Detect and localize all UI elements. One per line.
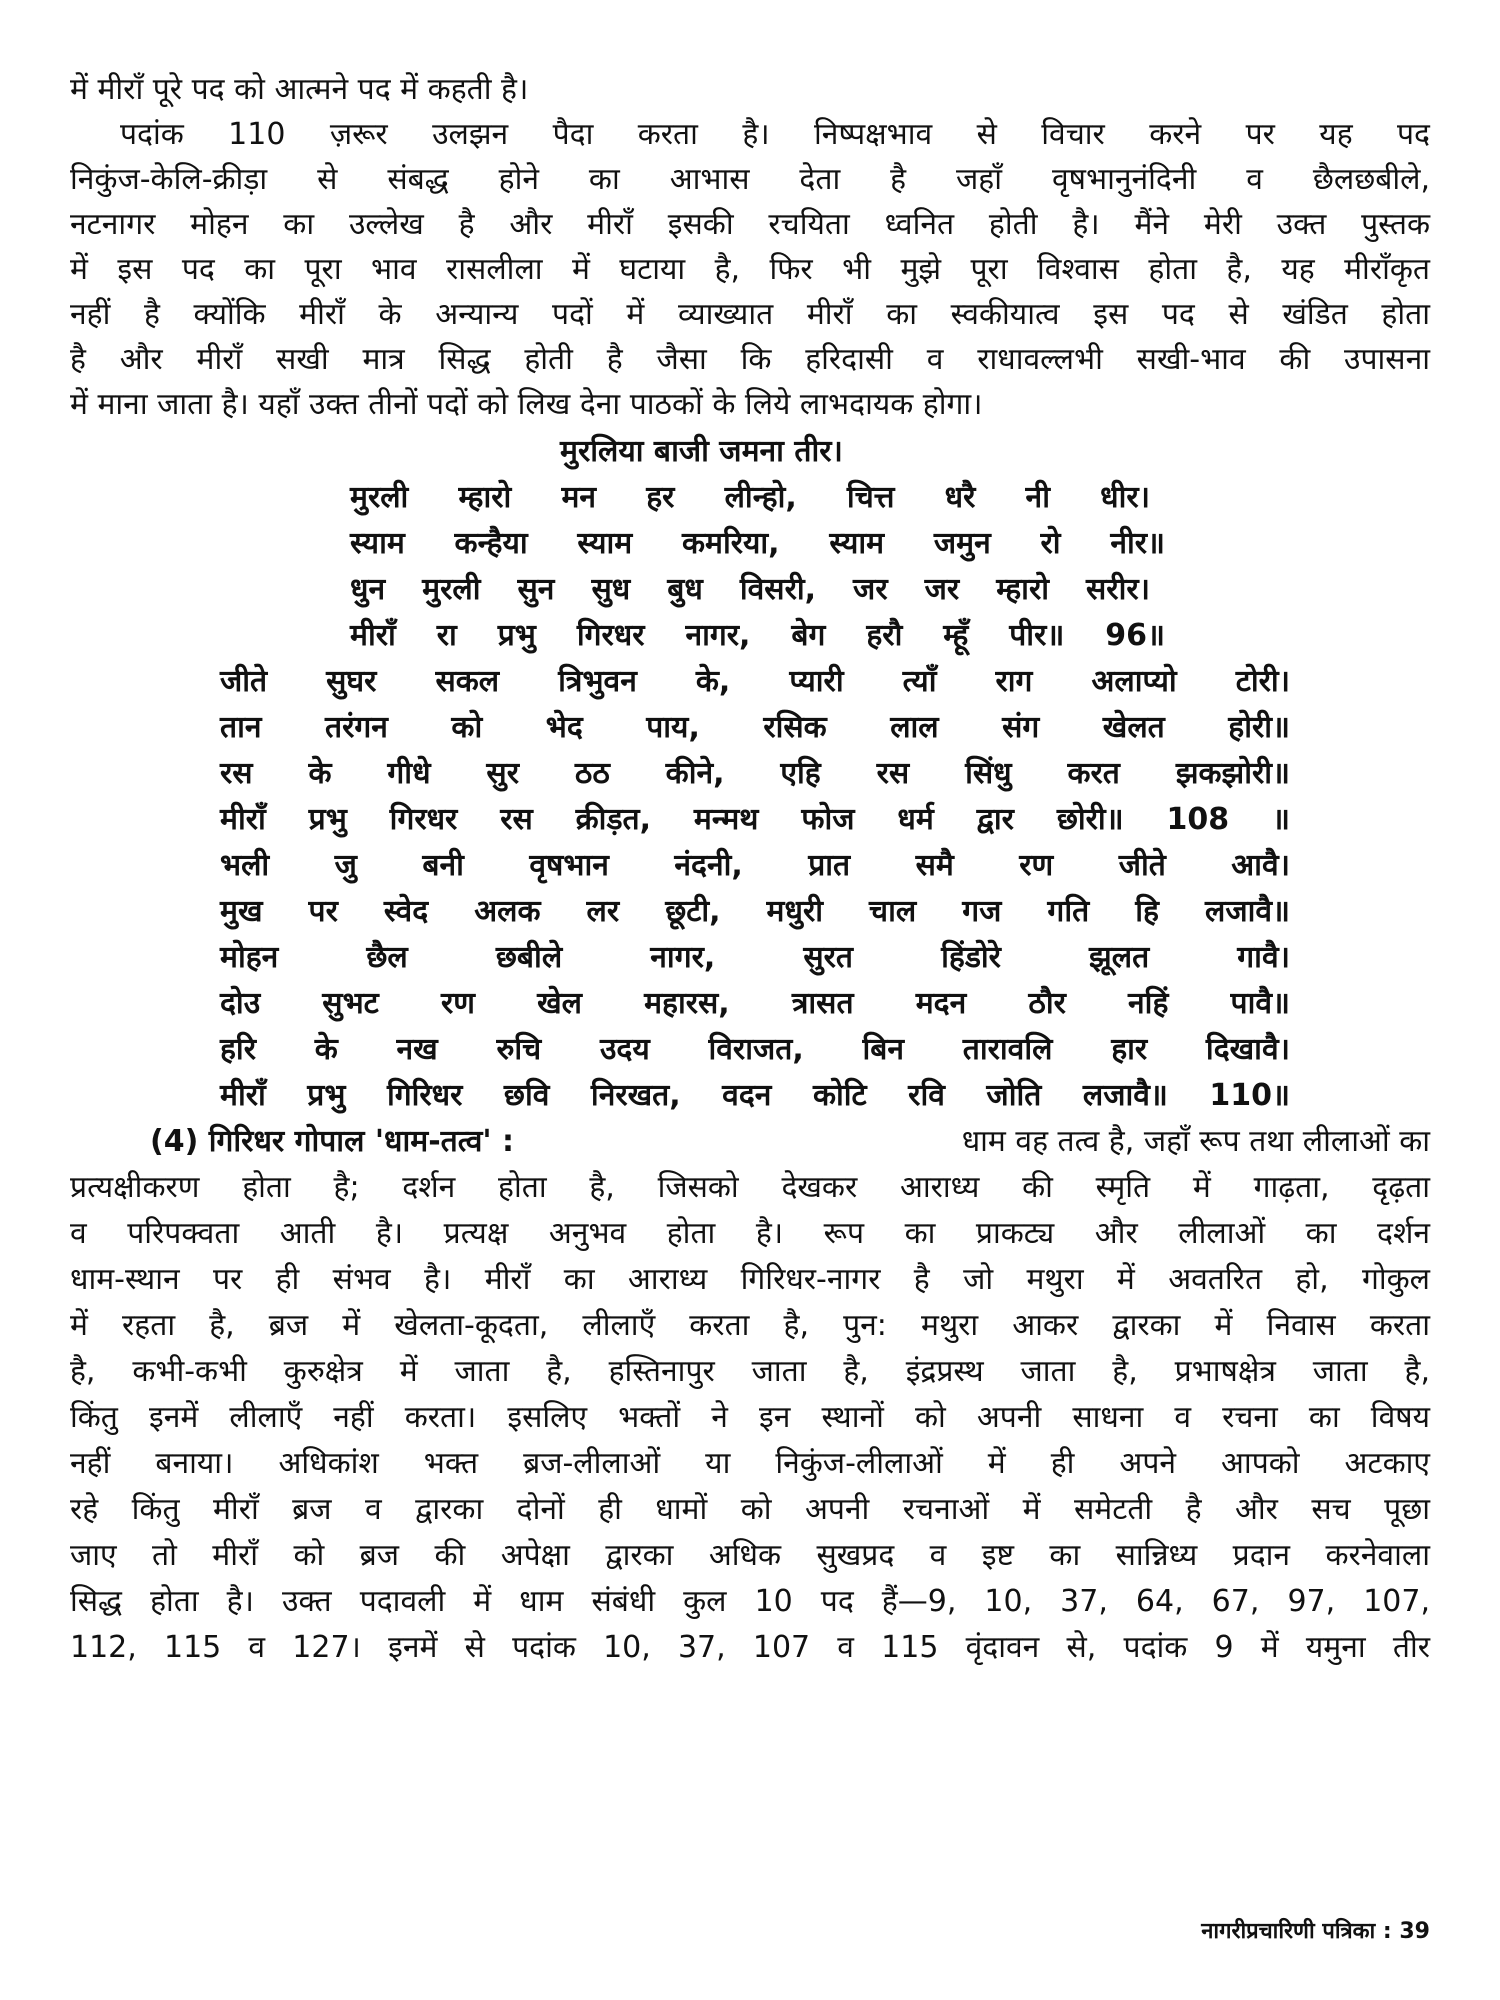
- section-line: में रहता है, ब्रज में खेलता-कूदता, लीलाएँ करता है, पुन: मथुरा आकर द्वारका में निवास करता: [70, 1308, 1430, 1343]
- para1-line: नहीं है क्योंकि मीराँ के अन्यान्य पदों में व्याख्यात मीराँ का स्वकीयात्व इस पद से खंडित होता: [70, 297, 1430, 332]
- poem96-line: मुरली म्हारो मन हर लीन्हो, चित्त धरै नी धीर।: [350, 480, 1150, 515]
- poem96-title: मुरलिया बाजी जमना तीर।: [560, 434, 843, 469]
- section-line: नहीं बनाया। अधिकांश भक्त ब्रज-लीलाओं या निकुंज-लीलाओं में ही अपने आपको अटकाए: [70, 1446, 1430, 1481]
- section-line: किंतु इनमें लीलाएँ नहीं करता। इसलिए भक्तों ने इन स्थानों को अपनी साधना व रचना का विषय: [70, 1400, 1430, 1435]
- poem96-line: स्याम कन्हैया स्याम कमरिया, स्याम जमुन रो नीर॥: [350, 526, 1165, 561]
- poem96-line: मीराँ रा प्रभु गिरधर नागर, बेग हरौ म्हूँ पीर॥ 96॥: [350, 618, 1165, 653]
- section-line: सिद्ध होता है। उक्त पदावली में धाम संबंधी कुल 10 पद हैं—9, 10, 37, 64, 67, 97, 107,: [70, 1584, 1430, 1619]
- para1-line: में इस पद का पूरा भाव रासलीला में घटाया है, फिर भी मुझे पूरा विश्वास होता है, यह मीराँकृत: [70, 252, 1430, 287]
- section-line: व परिपक्वता आती है। प्रत्यक्ष अनुभव होता है। रूप का प्राकट्य और लीलाओं का दर्शन: [70, 1216, 1430, 1251]
- para1-line: नटनागर मोहन का उल्लेख है और मीराँ इसकी रचयिता ध्वनित होती है। मैंने मेरी उक्त पुस्तक: [70, 207, 1430, 242]
- section-line: धाम-स्थान पर ही संभव है। मीराँ का आराध्य गिरिधर-नागर है जो मथुरा में अवतरित हो, गोकुल: [70, 1262, 1430, 1297]
- poem96-line: धुन मुरली सुन सुध बुध विसरी, जर जर म्हारो सरीर।: [350, 572, 1150, 607]
- poem110-line: भली जु बनी वृषभान नंदनी, प्रात समै रण जीते आवै।: [220, 848, 1290, 883]
- poem110-line: मोहन छैल छबीले नागर, सुरत हिंडोरे झूलत गावै।: [220, 940, 1290, 975]
- poem110-line: हरि के नख रुचि उदय विराजत, बिन तारावलि हार दिखावै।: [220, 1032, 1290, 1067]
- poem108-line: रस के गीधे सुर ठठ कीने, एहि रस सिंधु करत झकझोरी॥: [220, 756, 1290, 791]
- section-line: है, कभी-कभी कुरुक्षेत्र में जाता है, हस्तिनापुर जाता है, इंद्रप्रस्थ जाता है, प्रभाषक्षेत्र जाता है,: [70, 1354, 1430, 1389]
- poem108-line: तान तरंगन को भेद पाय, रसिक लाल संग खेलत होरी॥: [220, 710, 1290, 745]
- poem110-line: दोउ सुभट रण खेल महारस, त्रासत मदन ठौर नहिं पावै॥: [220, 986, 1290, 1021]
- section-line: रहे किंतु मीराँ ब्रज व द्वारका दोनों ही धामों को अपनी रचनाओं में समेटती है और सच पूछा: [70, 1492, 1430, 1527]
- poem110-line: मीराँ प्रभु गिरिधर छवि निरखत, वदन कोटि रवि जोति लजावै॥ 110॥: [220, 1078, 1290, 1113]
- section-line: प्रत्यक्षीकरण होता है; दर्शन होता है, जिसको देखकर आराध्य की स्मृति में गाढ़ता, दृढ़ता: [70, 1170, 1430, 1205]
- poem108-line: जीते सुघर सकल त्रिभुवन के, प्यारी त्याँ राग अलाप्यो टोरी।: [220, 664, 1290, 699]
- page-footer: नागरीप्रचारिणी पत्रिका : 39: [1201, 1919, 1430, 1944]
- poem108-line: मीराँ प्रभु गिरधर रस क्रीड़त, मन्मथ फोज धर्म द्वार छोरी॥ 108 ॥: [220, 802, 1290, 837]
- section-heading: (4) गिरिधर गोपाल 'धाम-तत्व' :: [150, 1124, 515, 1159]
- section-heading-line: [150, 1122, 1430, 1162]
- section-line: 112, 115 व 127। इनमें से पदांक 10, 37, 107 व 115 वृंदावन से, पदांक 9 में यमुना तीर: [70, 1630, 1430, 1665]
- para1-line: में माना जाता है। यहाँ उक्त तीनों पदों को लिख देना पाठकों के लिये लाभदायक होगा।: [70, 387, 983, 422]
- intro-tail-line: में मीराँ पूरे पद को आत्मने पद में कहती है।: [70, 72, 529, 107]
- section-heading-rest: धाम वह तत्व है, जहाँ रूप तथा लीलाओं का: [961, 1124, 1430, 1159]
- para1-line: है और मीराँ सखी मात्र सिद्ध होती है जैसा कि हरिदासी व राधावल्लभी सखी-भाव की उपासना: [70, 342, 1430, 377]
- section-line: जाए तो मीराँ को ब्रज की अपेक्षा द्वारका अधिक सुखप्रद व इष्ट का सान्निध्य प्रदान करनेवाला: [70, 1538, 1430, 1573]
- para1-line: निकुंज-केलि-क्रीड़ा से संबद्ध होने का आभास देता है जहाँ वृषभानुनंदिनी व छैलछबीले,: [70, 162, 1430, 197]
- poem110-line: मुख पर स्वेद अलक लर छूटी, मधुरी चाल गज गति हि लजावै॥: [220, 894, 1290, 929]
- para1-line: पदांक 110 ज़रूर उलझन पैदा करता है। निष्पक्षभाव से विचार करने पर यह पद: [120, 117, 1430, 152]
